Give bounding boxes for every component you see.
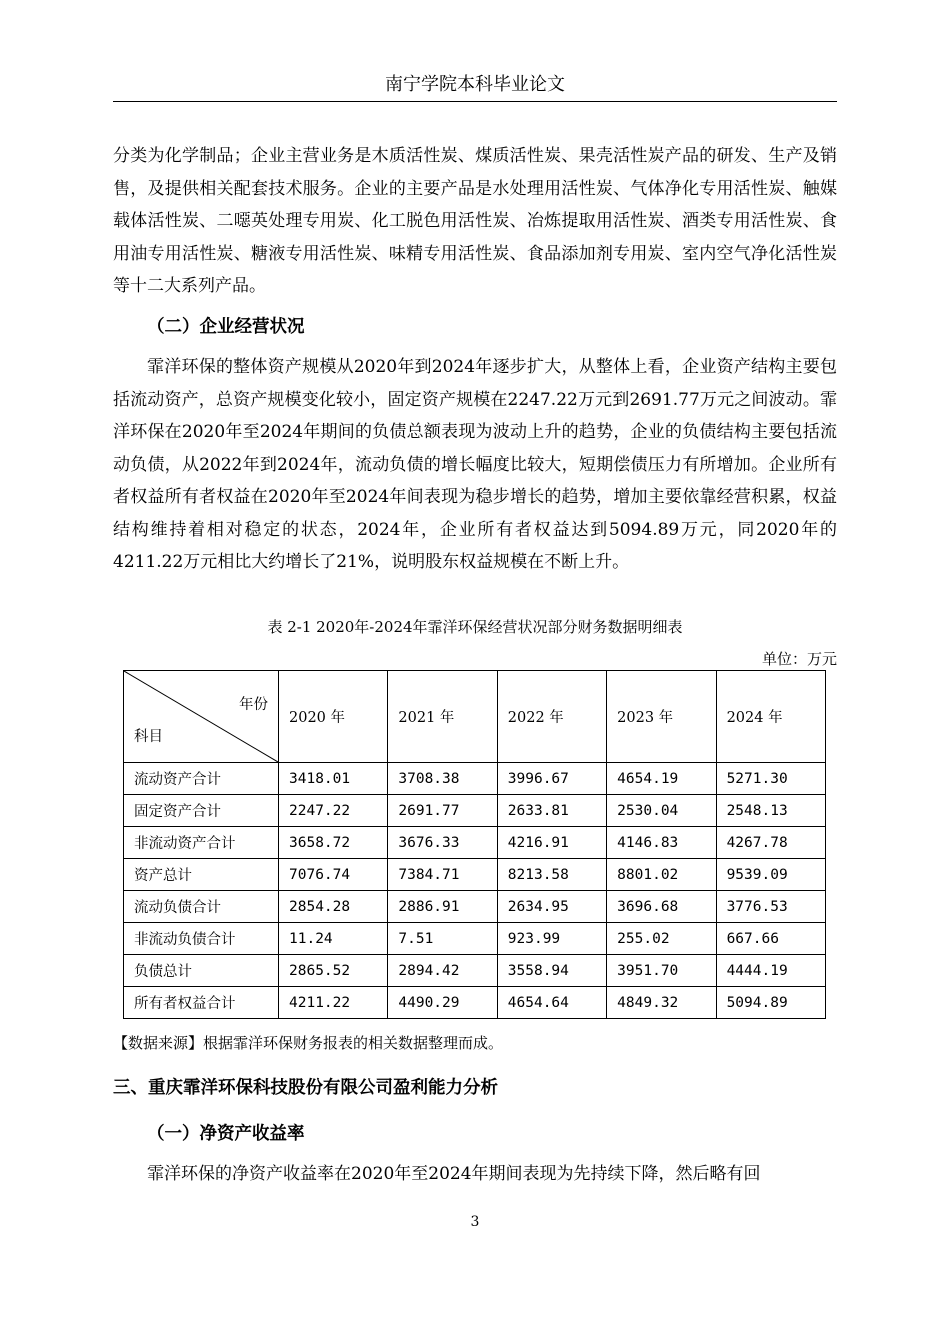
table-cell: 4211.22 xyxy=(279,987,388,1019)
table-cell: 4267.78 xyxy=(716,827,825,859)
table-row xyxy=(124,923,826,955)
table-row xyxy=(124,891,826,923)
table-row xyxy=(124,987,826,1019)
corner-subject-label: 科目 xyxy=(134,729,163,745)
table-cell: 3708.38 xyxy=(388,763,497,795)
table-cell: 5271.30 xyxy=(716,763,825,795)
table-cell: 3676.33 xyxy=(388,827,497,859)
year-header: 2021 年 xyxy=(388,671,497,763)
year-header: 2024 年 xyxy=(716,671,825,763)
section-heading-roe: （一）净资产收益率 xyxy=(147,1124,305,1144)
table-corner-cell xyxy=(124,671,279,763)
table-header-row xyxy=(124,671,826,763)
row-label: 所有者权益合计 xyxy=(124,987,279,1019)
table-cell: 2247.22 xyxy=(279,795,388,827)
table-cell: 255.02 xyxy=(607,923,716,955)
table-cell: 7.51 xyxy=(388,923,497,955)
table-cell: 4654.64 xyxy=(497,987,606,1019)
table-cell: 4849.32 xyxy=(607,987,716,1019)
year-header: 2023 年 xyxy=(607,671,716,763)
diagonal-divider xyxy=(124,671,278,762)
body-paragraph-2: 霏洋环保的整体资产规模从2020年到2024年逐步扩大，从整体上看，企业资产结构主要包括流动资产，总资产规模变化较小，固定资产规模在2247.22万元到2691.77万元之间波动。霏洋环保在2020年至2024年期间的负债总额表现为波动上升的趋势，企业的负债结构主要包括流动负债，从2022年到2024年，流动负债的增长幅度比较大，短期偿债压力有所增加。企业所有者权益所有者权益在2020年至2024年间表现为稳步增长的趋势，增加主要依靠经营积累，权益结构维持着相对稳定的状态，2024年，企业所有者权益达到5094.89万元，同2020年的4211.22万元相比大约增长了21%，说明股东权益规模在不断上升。 xyxy=(113,357,837,572)
table-row xyxy=(124,795,826,827)
table-unit: 单位：万元 xyxy=(761,650,837,668)
table-caption: 表 2-1 2020年-2024年霏洋环保经营状况部分财务数据明细表 xyxy=(267,618,683,636)
table-cell: 7076.74 xyxy=(279,859,388,891)
table-cell: 4444.19 xyxy=(716,955,825,987)
table-cell: 2530.04 xyxy=(607,795,716,827)
table-cell: 3558.94 xyxy=(497,955,606,987)
body-paragraph-3: 霏洋环保的净资产收益率在2020年至2024年期间表现为先持续下降，然后略有回 xyxy=(147,1164,761,1184)
running-header: 南宁学院本科毕业论文 xyxy=(385,74,565,95)
table-cell: 667.66 xyxy=(716,923,825,955)
table-cell: 2633.81 xyxy=(497,795,606,827)
table-cell: 2634.95 xyxy=(497,891,606,923)
table-cell: 2886.91 xyxy=(388,891,497,923)
row-label: 负债总计 xyxy=(124,955,279,987)
table-cell: 3951.70 xyxy=(607,955,716,987)
chapter-heading-profitability: 三、重庆霏洋环保科技股份有限公司盈利能力分析 xyxy=(113,1078,498,1098)
table-cell: 8801.02 xyxy=(607,859,716,891)
table-cell: 9539.09 xyxy=(716,859,825,891)
table-source-note: 【数据来源】根据霏洋环保财务报表的相关数据整理而成。 xyxy=(113,1034,504,1052)
page-number: 3 xyxy=(470,1214,480,1230)
table-cell: 2894.42 xyxy=(388,955,497,987)
table-cell: 2854.28 xyxy=(279,891,388,923)
section-heading-business-status: （二）企业经营状况 xyxy=(147,317,305,337)
table-cell: 3418.01 xyxy=(279,763,388,795)
table-cell: 2691.77 xyxy=(388,795,497,827)
row-label: 资产总计 xyxy=(124,859,279,891)
body-paragraph-1: 分类为化学制品；企业主营业务是木质活性炭、煤质活性炭、果壳活性炭产品的研发、生产及销售，及提供相关配套技术服务。企业的主要产品是水处理用活性炭、气体净化专用活性炭、触媒载体活性炭、二噁英处理专用炭、化工脱色用活性炭、冶炼提取用活性炭、酒类专用活性炭、食用油专用活性炭、糖液专用活性炭、味精专用活性炭、食品添加剂专用炭、室内空气净化活性炭等十二大系列产品。 xyxy=(113,146,837,296)
table-cell: 2548.13 xyxy=(716,795,825,827)
table-cell: 8213.58 xyxy=(497,859,606,891)
table-row xyxy=(124,827,826,859)
header-rule xyxy=(113,101,837,102)
table-cell: 4146.83 xyxy=(607,827,716,859)
financial-data-table xyxy=(123,670,826,1019)
table-cell: 3776.53 xyxy=(716,891,825,923)
table-cell: 3996.67 xyxy=(497,763,606,795)
table-cell: 5094.89 xyxy=(716,987,825,1019)
corner-year-label: 年份 xyxy=(239,697,268,713)
table-row xyxy=(124,763,826,795)
row-label: 流动资产合计 xyxy=(124,763,279,795)
row-label: 流动负债合计 xyxy=(124,891,279,923)
table-row xyxy=(124,955,826,987)
year-header: 2020 年 xyxy=(279,671,388,763)
table-cell: 2865.52 xyxy=(279,955,388,987)
table-cell: 11.24 xyxy=(279,923,388,955)
table-cell: 4216.91 xyxy=(497,827,606,859)
table-cell: 923.99 xyxy=(497,923,606,955)
table-cell: 4654.19 xyxy=(607,763,716,795)
table-row xyxy=(124,859,826,891)
row-label: 非流动资产合计 xyxy=(124,827,279,859)
row-label: 固定资产合计 xyxy=(124,795,279,827)
table-cell: 7384.71 xyxy=(388,859,497,891)
table-cell: 4490.29 xyxy=(388,987,497,1019)
table-cell: 3696.68 xyxy=(607,891,716,923)
table-cell: 3658.72 xyxy=(279,827,388,859)
year-header: 2022 年 xyxy=(497,671,606,763)
row-label: 非流动负债合计 xyxy=(124,923,279,955)
